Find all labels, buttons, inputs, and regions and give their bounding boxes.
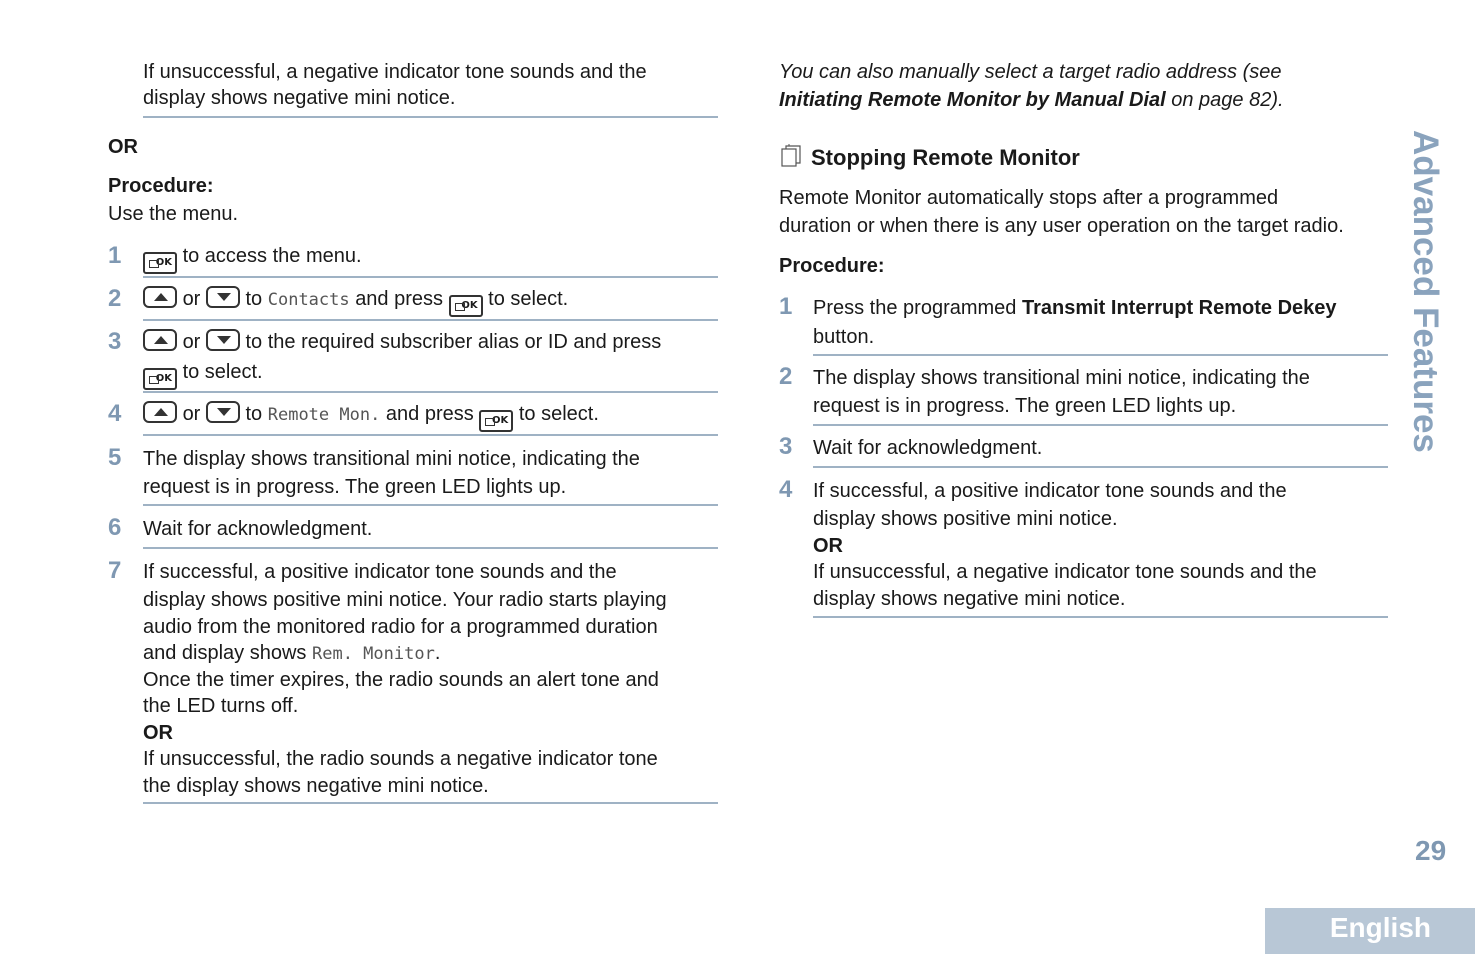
procedure-text: Use the menu.	[108, 203, 239, 225]
page-number: 29	[1415, 835, 1447, 866]
step-3-text	[143, 329, 661, 355]
step-text: audio from the monitored radio for a programmed duration	[143, 616, 658, 638]
step-text: Once the timer expires, the radio sounds an alert tone and	[143, 669, 659, 691]
display-text: Rem. Monitor	[312, 644, 435, 664]
step-number: 3	[779, 433, 793, 460]
divider	[143, 391, 718, 393]
divider	[143, 547, 718, 549]
section-heading: Stopping Remote Monitor	[811, 145, 1080, 170]
step-text: The display shows transitional mini notice, indicating the	[813, 367, 1310, 389]
step-text-line	[813, 295, 1393, 321]
step-text: The display shows transitional mini notice, indicating the	[143, 448, 640, 470]
step-number: 6	[108, 514, 122, 541]
language-tab	[1265, 908, 1475, 954]
procedure-label: Procedure:	[108, 175, 214, 197]
step-text: or	[182, 331, 201, 353]
up-arrow-key-icon	[143, 329, 177, 351]
step-text: display shows positive mini notice.	[813, 508, 1118, 530]
step-text: button.	[813, 326, 875, 348]
note-text: You can also manually select a target radio address (see	[779, 61, 1282, 83]
step-text: Press the programmed	[813, 297, 1022, 319]
step-number: 3	[108, 328, 122, 355]
step-number: 1	[779, 293, 793, 320]
divider	[813, 354, 1388, 356]
step-text: display shows positive mini notice. Your radio starts playing	[143, 589, 667, 611]
down-arrow-key-icon	[206, 401, 240, 423]
step-number: 7	[108, 557, 122, 584]
procedure-label: Procedure:	[779, 255, 885, 277]
step-text: or	[182, 403, 201, 425]
button-name: Transmit Interrupt Remote Dekey	[1021, 297, 1337, 319]
step-1-text	[143, 243, 362, 274]
down-arrow-key-icon	[206, 329, 240, 351]
desc-text: Remote Monitor automatically stops after a programmed	[779, 187, 1279, 209]
step-number: 2	[779, 363, 793, 390]
intro-line: If unsuccessful, a negative indicator tone sounds and the	[143, 61, 647, 83]
step-4-text	[143, 401, 599, 432]
step-text: to	[245, 288, 263, 310]
step-number: 4	[779, 476, 793, 503]
desc-text: duration or when there is any user operation on the target radio.	[779, 215, 1344, 237]
menu-ok-key-icon: OK	[479, 410, 513, 432]
step-text: and press	[385, 403, 474, 425]
step-text: to access the menu.	[182, 245, 362, 267]
step-number: 1	[108, 242, 122, 269]
divider	[813, 466, 1388, 468]
page-link[interactable]: Initiating Remote Monitor by Manual Dial	[779, 89, 1166, 111]
step-text: request is in progress. The green LED lights up.	[143, 476, 567, 498]
divider	[143, 276, 718, 278]
side-tab-label: Advanced Features	[1406, 130, 1445, 453]
divider	[143, 319, 718, 321]
step-2-text	[143, 286, 568, 317]
step-text: to select.	[182, 361, 263, 383]
or-label: OR	[813, 535, 843, 557]
section-side-tab	[1395, 130, 1455, 453]
down-arrow-key-icon	[206, 286, 240, 308]
step-text: to the required subscriber alias or ID and press	[245, 331, 662, 353]
step-text: to select.	[518, 403, 599, 425]
step-text: request is in progress. The green LED lights up.	[813, 395, 1237, 417]
step-text: If unsuccessful, a negative indicator tone sounds and the	[813, 561, 1317, 583]
display-text: Contacts	[267, 290, 350, 310]
display-text: Remote Mon.	[267, 405, 381, 425]
up-arrow-key-icon	[143, 286, 177, 308]
step-text: to	[245, 403, 263, 425]
step-number: 4	[108, 400, 122, 427]
step-3-text-line2	[143, 359, 263, 390]
step-text-with-display	[143, 640, 723, 667]
or-label: OR	[108, 136, 138, 158]
note-text: on page 82).	[1165, 89, 1284, 111]
step-number: 5	[108, 444, 122, 471]
divider	[143, 504, 718, 506]
intro-line: display shows negative mini notice.	[143, 87, 456, 109]
step-text: and press	[355, 288, 444, 310]
step-text: to select.	[488, 288, 569, 310]
divider	[143, 802, 718, 804]
step-text: .	[434, 642, 441, 664]
menu-ok-key-icon: OK	[449, 295, 483, 317]
divider	[813, 616, 1388, 618]
step-text: the display shows negative mini notice.	[143, 775, 489, 797]
step-text: or	[182, 288, 201, 310]
menu-ok-key-icon: OK	[143, 368, 177, 390]
step-text: and display shows	[143, 642, 307, 664]
step-number: 2	[108, 285, 122, 312]
or-label: OR	[143, 722, 173, 744]
step-text: If unsuccessful, the radio sounds a negative indicator tone	[143, 748, 658, 770]
step-text: If successful, a positive indicator tone sounds and the	[143, 561, 617, 583]
step-text: the LED turns off.	[143, 695, 299, 717]
r-step-3-text: Wait for acknowledgment.	[813, 437, 1043, 459]
divider	[813, 424, 1388, 426]
step-text: display shows negative mini notice.	[813, 588, 1126, 610]
up-arrow-key-icon	[143, 401, 177, 423]
page-stack-icon	[780, 144, 804, 174]
step-text: If successful, a positive indicator tone sounds and the	[813, 480, 1287, 502]
step-6-text: Wait for acknowledgment.	[143, 518, 373, 540]
divider	[143, 434, 718, 436]
note-text-line2	[779, 87, 1379, 113]
language-label: English	[1329, 912, 1431, 943]
menu-ok-key-icon: OK	[143, 252, 177, 274]
divider	[143, 116, 718, 118]
